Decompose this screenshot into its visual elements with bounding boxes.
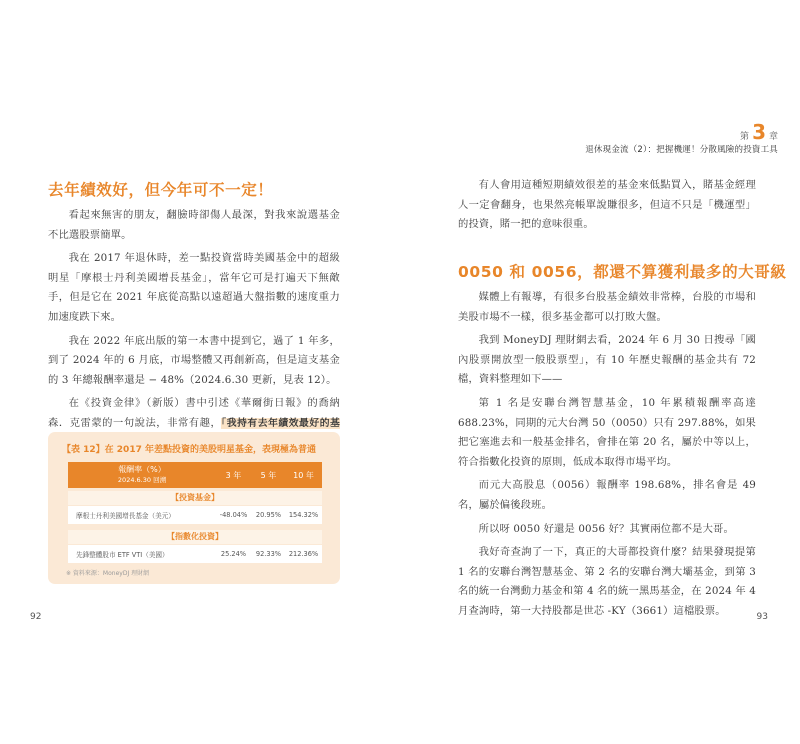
paragraph: 第 1 名是安聯台灣智慧基金，10 年累積報酬率高達 688.23%，同期的元大台灣 50（0050）只有 297.88%，如果把它塞進去和一般基金排名，會排在第 20 名，屬於中等以上，符合指數化投資的原則，低成本取得市場平均。	[458, 396, 756, 468]
table-title: 【表 12】在 2017 年差點投資的美股明星基金，表現極為普通	[62, 445, 316, 455]
fund-3y: -48.04%	[219, 511, 248, 519]
paragraph: 我在 2017 年退休時，差一點投資當時美國基金中的超級明星「摩根士丹利美國增長基金」，當年它可是打遍天下無敵手，但是它在 2021 年底從高點以遠超過大盤指數的速度重力加速度跌下來。	[48, 252, 340, 323]
left-page-heading: 去年績效好，但今年可不一定！	[48, 181, 274, 199]
right-page	[400, 0, 800, 744]
chapter-prefix: 第	[740, 132, 750, 142]
right-page-heading: 0050 和 0056，都還不算獲利最多的大哥級	[458, 263, 787, 281]
running-head	[585, 122, 778, 155]
fund-10y: 154.32%	[288, 511, 319, 519]
paragraph: 看起來無害的朋友，翻臉時卻傷人最深，對我來說選基金不比選股票簡單。	[48, 209, 340, 241]
table-row	[68, 545, 322, 563]
page-number-right: 93	[756, 612, 768, 622]
fund-5y: 20.95%	[255, 511, 282, 519]
table-row	[68, 506, 322, 524]
etf-5y: 92.33%	[255, 550, 282, 558]
category-fund: 【投資基金】	[68, 491, 322, 505]
paragraph: 我到 MoneyDJ 理財網去看，2024 年 6 月 30 日搜尋「國內股票開放型一般股票型」，有 10 年歷史報酬的基金共有 72 檔，資料整理如下——	[458, 334, 756, 386]
header-label-line2: 2024.6.30 回溯	[117, 476, 167, 484]
category-etf: 【指數化投資】	[68, 530, 322, 544]
header-5y: 5 年	[260, 470, 277, 480]
table-12-card	[48, 432, 340, 584]
table-header	[68, 462, 322, 488]
paragraph: 我在 2022 年底出版的第一本書中提到它，過了 1 年多，到了 2024 年的 6 月底，市場整體又再創新高，但是這支基金的 3 年總報酬率還是 − 48%（2024.6.30 更新，見表 12）。	[48, 334, 340, 386]
highlighted-quote: 「我持有去年績效最好的基	[48, 418, 340, 449]
header-label	[68, 465, 216, 485]
paragraph: 我好奇查詢了一下，真正的大哥都投資什麼？結果發現提第 1 名的安聯台灣智慧基金、第 2 名的安聯台灣大壩基金，到第 3 名的統一台灣動力基金和第 4 名的統一黑馬基金，在 2024 年 4 月查詢時，第一大持股都是世芯 -KY（3661）這檔股票。	[458, 546, 756, 617]
chapter-suffix: 章	[768, 132, 778, 142]
header-10y: 10 年	[293, 470, 314, 480]
paragraph: 所以呀 0050 好還是 0056 好？其實兩位都不是大哥。	[478, 522, 734, 535]
chapter-number: 3	[752, 120, 766, 144]
header-3y: 3 年	[225, 470, 242, 480]
fund-name: 摩根士丹利美國增長基金（美元）	[76, 512, 175, 520]
chapter-title: 退休現金流（2）：把握機運！分散風險的投資工具	[585, 145, 778, 155]
paragraph: 有人會用這種短期績效很差的基金來低點買入，賭基金經理人一定會翻身，也果然亮帳單說賺很多，但這不只是「機運型」的投資，賭一把的意味很重。	[458, 179, 756, 231]
etf-name: 先鋒整體股市 ETF VTI（美國）	[76, 551, 169, 559]
etf-3y: 25.24%	[220, 550, 247, 558]
right-page-body	[458, 288, 756, 626]
paragraph: 媒體上有報導，有很多台股基金績效非常棒，台股的市場和美股市場不一樣，很多基金都可以打敗大盤。	[458, 291, 756, 323]
table-source: ※ 資料來源：MoneyDJ 理財網	[66, 570, 150, 577]
page-number-left: 92	[30, 612, 42, 622]
right-page-intro	[458, 176, 756, 239]
header-label-line1: 報酬率（%）	[118, 465, 166, 474]
chapter-label	[585, 122, 778, 142]
paragraph: 而元大高股息（0056）報酬率 198.68%，排名會是 49 名，屬於偏後段班。	[458, 479, 756, 511]
quote-lead-in: 在《投資金律》（新版）書中引述《華爾街日報》的喬納森．克雷蒙的一句說法，非常有趣，	[48, 397, 340, 429]
etf-10y: 212.36%	[288, 550, 319, 558]
